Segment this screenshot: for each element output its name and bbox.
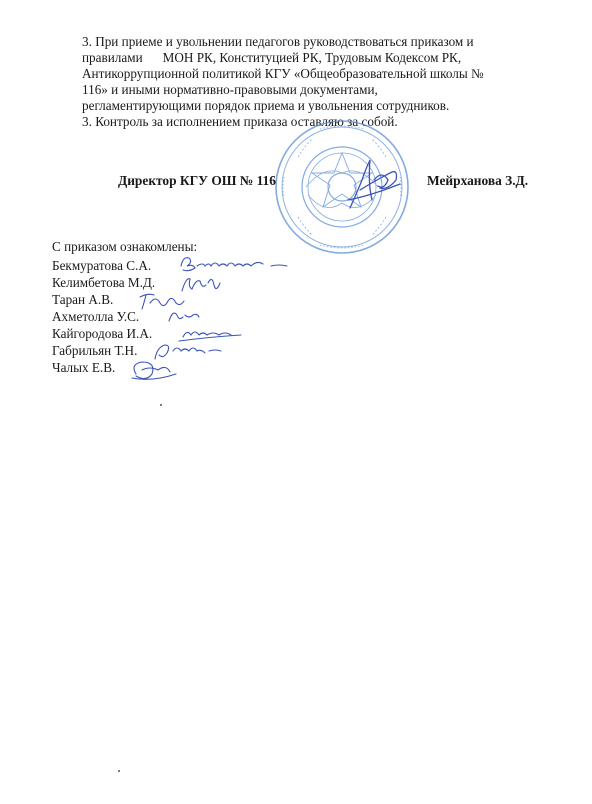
staff-signature xyxy=(122,356,192,386)
list-item: Таран А.В. xyxy=(52,292,114,307)
paragraph-line xyxy=(82,50,562,66)
list-item: Ахметолла У.С. xyxy=(52,309,140,324)
list-item: Чалых Е.В. xyxy=(52,360,116,375)
acknowledged-label: С приказом ознакомлены: xyxy=(52,239,198,254)
list-item: Габрильян Т.Н. xyxy=(52,343,138,358)
paragraph-line: 3. Контроль за исполнением приказа оставляю за собой. xyxy=(82,114,398,129)
scan-speck xyxy=(118,770,120,772)
paragraph-line: 116» и иными нормативно-правовыми документами, xyxy=(82,82,378,97)
paragraph-line: 3. При приеме и увольнении педагогов руководствоваться приказом и xyxy=(82,34,474,49)
director-name: Мейрханова З.Д. xyxy=(427,173,529,188)
paragraph-line: регламентирующими порядок приема и увольнения сотрудников. xyxy=(82,98,450,113)
director-signature xyxy=(340,150,410,220)
paragraph-line-part: правилами xyxy=(82,50,143,65)
list-item: Кайгородова И.А. xyxy=(52,326,153,341)
list-item: Бекмуратова С.А. xyxy=(52,258,152,273)
paragraph-line-part: МОН РК, Конституцией РК, Трудовым Кодексом РК, xyxy=(162,50,462,65)
director-title: Директор КГУ ОШ № 116 xyxy=(118,173,276,188)
paragraph-line: Антикоррупционной политикой КГУ «Общеобразовательной школы № xyxy=(82,66,484,81)
list-item: Келимбетова М.Д. xyxy=(52,275,156,290)
order-paragraph xyxy=(82,34,562,130)
scan-speck xyxy=(160,404,162,406)
